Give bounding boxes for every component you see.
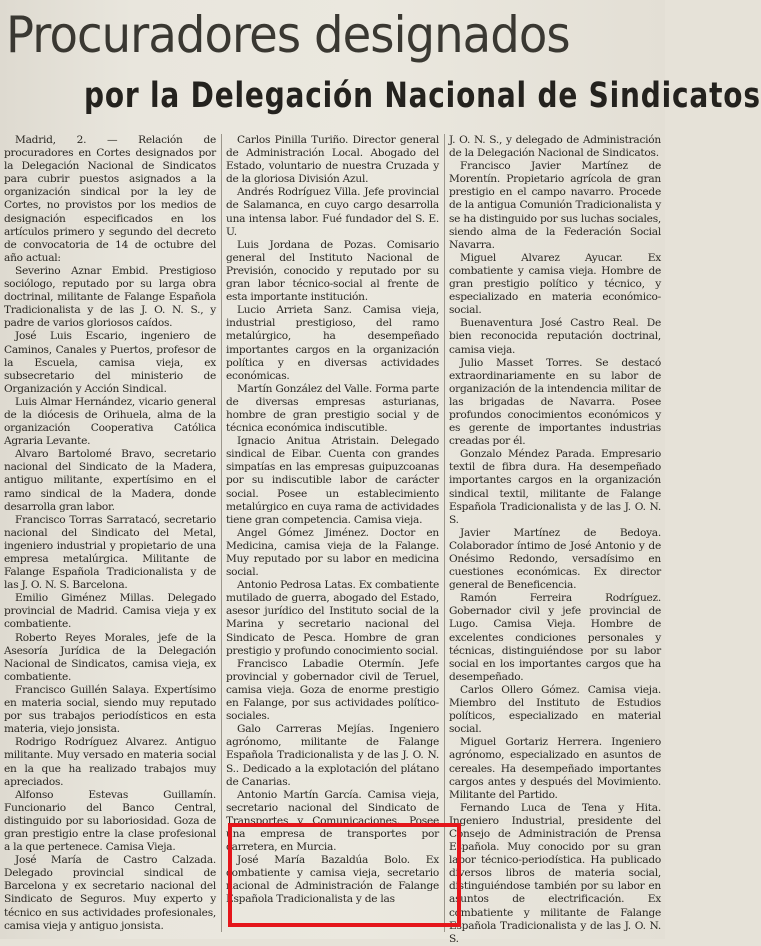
article-paragraph: Carlos Pinilla Turiño. Director general de Administración Local. Abogado del Estado, voluntario de nuestra Cruzada y de la gloriosa División Azul.: [226, 134, 439, 186]
article-paragraph: Martín González del Valle. Forma parte de diversas empresas asturianas, hombre de gran prestigio social y de técnica económica indiscutible.: [226, 382, 439, 435]
article-paragraph: Alvaro Bartolomé Bravo, secretario nacional del Sindicato de la Madera, antiguo militante, expertísimo en el ramo sindical de la Madera, donde desarrolla gran labor.: [4, 448, 216, 513]
article-paragraph: Gonzalo Méndez Parada. Empresario textil de fibra dura. Ha desempeñado importantes cargos en la organización sindical textil, militante de Falange Española Tradicionalista y de las J. O. N. S.: [449, 448, 661, 526]
article-paragraph: Buenaventura José Castro Real. De bien reconocida reputación doctrinal, camisa vieja.: [449, 317, 661, 356]
article-paragraph: Ignacio Anitua Atristain. Delegado sindical de Eibar. Cuenta con grandes simpatías en las empresas guipuzcoanas por su indiscutible labor de carácter social. Posee un establecimiento metalúrgico en cuya rama de actividades tiene gran competencia. Camisa vieja.: [226, 435, 439, 526]
article-column-1: [4, 134, 216, 934]
article-paragraph: José María Bazaldúa Bolo. Ex combatiente y camisa vieja, secretario nacional de Administración de Falange Española Tradicionalista y de las: [226, 854, 439, 906]
article-paragraph: Francisco Guillén Salaya. Expertísimo en materia social, siendo muy reputado por sus trabajos periodísticos en esta materia, viejo jonsista.: [4, 683, 216, 736]
article-paragraph: Galo Carreras Mejías. Ingeniero agrónomo, militante de Falange Española Tradicionalista y de las J. O. N. S.. Dedicado a la explotación del plátano de Canarias.: [226, 723, 439, 788]
article-paragraph: Miguel Alvarez Ayucar. Ex combatiente y camisa vieja. Hombre de gran prestigio político y técnico, y especializado en materia económico-social.: [449, 251, 661, 317]
article-paragraph: Francisco Torras Sarratacó, secretario nacional del Sindicato del Metal, ingeniero industrial y propietario de una empresa metalúrgica. Militante de Falange Española Tradicionalista y de las J. O. N. S. Barcelona.: [4, 513, 216, 592]
article-paragraph: Francisco Labadie Otermín. Jefe provincial y gobernador civil de Teruel, camisa vieja. Goza de enorme prestigio en Falange, por sus actividades político-sociales.: [226, 657, 439, 723]
article-paragraph: Emilio Giménez Millas. Delegado provincial de Madrid. Camisa vieja y ex combatiente.: [4, 592, 216, 631]
highlighted-paragraph: Antonio Martín García. Camisa vieja, secretario nacional del Sindicato de Transportes y Comunicaciones. Posee una empresa de transportes por carretera, en Murcia.: [226, 788, 439, 854]
article-paragraph: Severino Aznar Embid. Prestigioso sociólogo, reputado por su larga obra doctrinal, militante de Falange Española Tradicionalista y de las J. O. N. S., y padre de varios gloriosos caídos.: [4, 264, 216, 330]
article-paragraph: Roberto Reyes Morales, jefe de la Asesoría Jurídica de la Delegación Nacional de Sindicatos, camisa vieja, ex combatiente.: [4, 631, 216, 683]
article-paragraph: Julio Masset Torres. Se destacó extraordinariamente en su labor de organización de la intendencia militar de las brigadas de Navarra. Posee profundos conocimientos económicos y es gerente de importantes industrias creadas por él.: [449, 356, 661, 448]
column-rule: [221, 134, 222, 932]
column-rule: [444, 134, 445, 932]
article-paragraph: Luis Almar Hernández, vicario general de la diócesis de Orihuela, alma de la organización Cooperativa Católica Agraria Levante.: [4, 395, 216, 448]
article-paragraph: Rodrigo Rodríguez Alvarez. Antiguo militante. Muy versado en materia social en la que ha realizado trabajos muy apreciados.: [4, 736, 216, 788]
article-paragraph: Lucio Arrieta Sanz. Camisa vieja, industrial prestigioso, del ramo metalúrgico, ha desempeñado importantes cargos en la organización política y en diversas actividades económicas.: [226, 304, 439, 382]
headline-line-2: por la Delegación Nacional de Sindicatos: [84, 76, 761, 116]
article-paragraph: Miguel Gortariz Herrera. Ingeniero agrónomo, especializado en asuntos de cereales. Ha desempeñado importantes cargos antes y después del Movimiento. Militante del Partido.: [449, 736, 661, 801]
article-paragraph: Carlos Ollero Gómez. Camisa vieja. Miembro del Instituto de Estudios políticos, especializado en material social.: [449, 683, 661, 736]
article-paragraph: J. O. N. S., y delegado de Administración de la Delegación Nacional de Sindicatos.: [449, 134, 661, 160]
article-paragraph: Madrid, 2. — Relación de procuradores en Cortes designados por la Delegación Nacional de Sindicatos para cubrir puestos asignados a la organización sindical por la ley de Cortes, no provistos por los medios de designación especificados en los artículos primero y segundo del decreto de convocatoria de 14 de octubre del año actual:: [4, 134, 216, 264]
article-paragraph: Ramón Ferreira Rodríguez. Gobernador civil y jefe provincial de Lugo. Camisa Vieja. Hombre de excelentes condiciones personales y técnicas, distinguiéndose por su labor social en los importantes cargos que ha desempeñado.: [449, 592, 661, 683]
article-paragraph: José Luis Escario, ingeniero de Caminos, Canales y Puertos, profesor de la Escuela, camisa vieja, ex subsecretario del ministerio de Organización y Acción Sindical.: [4, 330, 216, 395]
article-paragraph: Francisco Javier Martínez de Morentín. Propietario agrícola de gran prestigio en el campo navarro. Procede de la antigua Comunión Tradicionalista y se ha distinguido por sus luchas sociales, siendo alma de la Federación Social Navarra.: [449, 160, 661, 251]
article-paragraph: Angel Gómez Jiménez. Doctor en Medicina, camisa vieja de la Falange. Muy reputado por su labor en medicina social.: [226, 526, 439, 579]
article-paragraph: Luis Jordana de Pozas. Comisario general del Instituto Nacional de Previsión, conocido y reputado por su gran labor técnico-social al frente de esta importante institución.: [226, 238, 439, 304]
article-paragraph: José María de Castro Calzada. Delegado provincial sindical de Barcelona y ex secretario nacional del Sindicato de Seguros. Muy experto y técnico en sus actividades profesionales, camisa vieja y antiguo jonsista.: [4, 854, 216, 932]
article-paragraph: Alfonso Estevas Guillamín. Funcionario del Banco Central, distinguido por su laboriosidad. Goza de gran prestigio entre la clase profesional a la que pertenece. Camisa Vieja.: [4, 788, 216, 854]
article-column-2: [226, 134, 439, 934]
article-paragraph: Antonio Pedrosa Latas. Ex combatiente mutilado de guerra, abogado del Estado, asesor jurídico del Instituto social de la Marina y secretario nacional del Sindicato de Pesca. Hombre de gran prestigio y profundo conocimiento social.: [226, 579, 439, 657]
headline-line-1: Procuradores designados: [6, 6, 570, 64]
article-paragraph: Fernando Luca de Tena y Hita. Ingeniero Industrial, presidente del Consejo de Administración de Prensa Española. Muy conocido por su gran labor técnico-periodística. Ha publicado diversos libros de materia social, distinguiéndose también por su labor en asuntos de electrificación. Ex combatiente y militante de Falange Española Tradicionalista y de las J. O. N. S.: [449, 801, 661, 945]
article-paragraph: Andrés Rodríguez Villa. Jefe provincial de Salamanca, en cuyo cargo desarrolla una intensa labor. Fué fundador del S. E. U.: [226, 186, 439, 238]
article-column-3: [449, 134, 661, 945]
article-paragraph: Javier Martínez de Bedoya. Colaborador íntimo de José Antonio y de Onésimo Redondo, versadísimo en cuestiones económicas. Ex director general de Beneficencia.: [449, 526, 661, 592]
